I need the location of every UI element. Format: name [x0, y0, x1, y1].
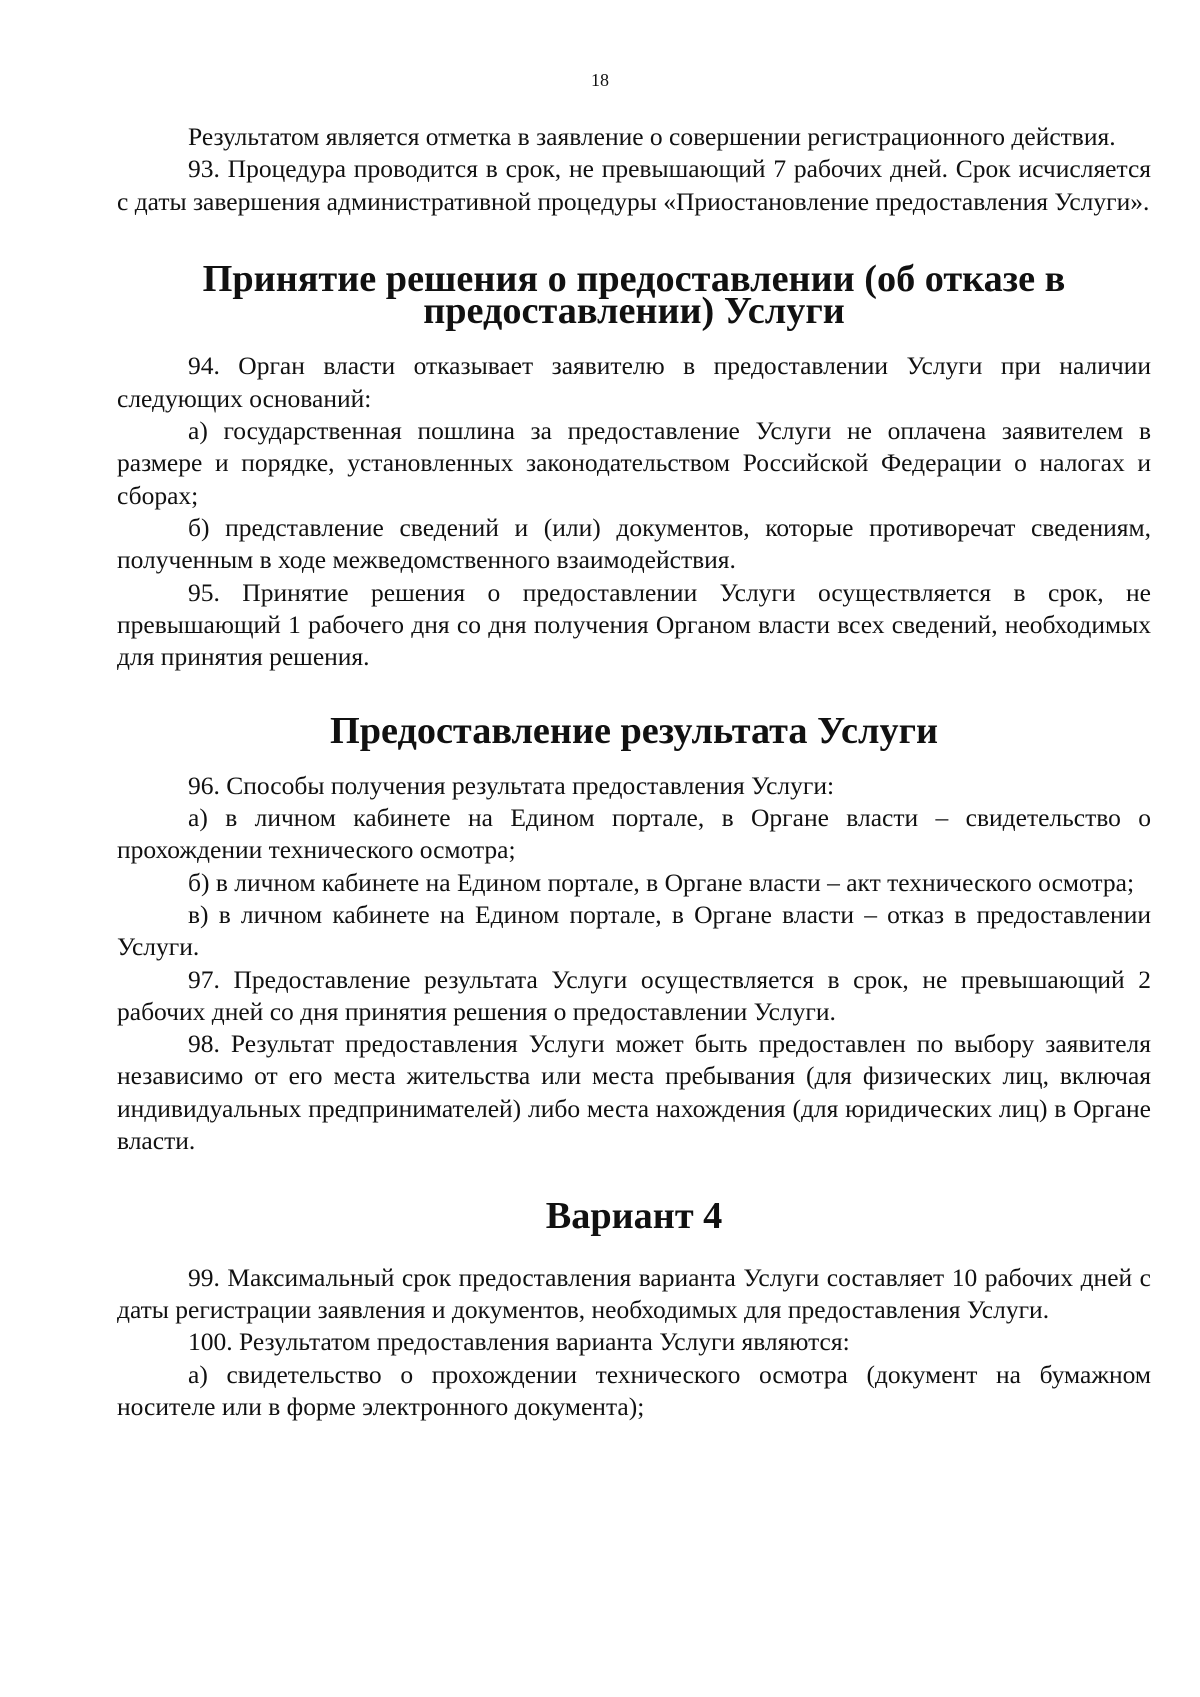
- paragraph-93: 93. Процедура проводится в срок, не превышающий 7 рабочих дней. Срок исчисляется с даты завершения административной процедуры «Приостановление предоставления Услуги».: [117, 154, 1151, 216]
- paragraph-94-a: а) государственная пошлина за предоставление Услуги не оплачена заявителем в размере и порядке, установленных законодательством Российской Федерации о налогах и сборах;: [117, 416, 1151, 510]
- paragraph-97: 97. Предоставление результата Услуги осуществляется в срок, не превышающий 2 рабочих дней со дня принятия решения о предоставлении Услуги.: [117, 964, 1151, 1026]
- section-heading-variant-4: Вариант 4: [545, 1195, 723, 1238]
- paragraph-95: 95. Принятие решения о предоставлении Услуги осуществляется в срок, не превышающий 1 рабочего дня со дня получения Органом власти всех сведений, необходимых для принятия решения.: [117, 577, 1151, 672]
- section-heading-decision: Принятие решения о предоставлении (об отказе в предоставлении) Услуги: [202, 257, 1066, 333]
- paragraph-result-registration-mark: Результатом является отметка в заявление о совершении регистрационного действия.: [188, 122, 1116, 151]
- paragraph-94-b: б) представление сведений и (или) документов, которые противоречат сведениям, полученным в ходе межведомственного взаимодействия.: [117, 512, 1151, 575]
- document-body: [117, 121, 1151, 1423]
- paragraph-98: 98. Результат предоставления Услуги может быть предоставлен по выбору заявителя независимо от его места жительства или места пребывания (для физических лиц, включая индивидуальных предпринимателей) либо места нахождения (для юридических лиц) в Органе власти.: [117, 1029, 1151, 1156]
- paragraph-99: 99. Максимальный срок предоставления варианта Услуги составляет 10 рабочих дней с даты регистрации заявления и документов, необходимых для предоставления Услуги.: [117, 1262, 1151, 1324]
- paragraph-100-a: а) свидетельство о прохождении технического осмотра (документ на бумажном носителе или в форме электронного документа);: [117, 1359, 1151, 1421]
- paragraph-94: 94. Орган власти отказывает заявителю в предоставлении Услуги при наличии следующих оснований:: [117, 351, 1151, 413]
- paragraph-100: 100. Результатом предоставления варианта Услуги являются:: [188, 1327, 850, 1357]
- page-number: 18: [591, 70, 609, 90]
- paragraph-96-b: б) в личном кабинете на Едином портале, в Органе власти – акт технического осмотра;: [188, 867, 1135, 897]
- paragraph-96-c: в) в личном кабинете на Едином портале, в Органе власти – отказ в предоставлении Услуги.: [117, 899, 1151, 962]
- paragraph-96: 96. Способы получения результата предоставления Услуги:: [188, 770, 835, 800]
- paragraph-96-a: а) в личном кабинете на Едином портале, в Органе власти – свидетельство о прохождении технического осмотра;: [117, 803, 1151, 865]
- section-heading-result-delivery: Предоставление результата Услуги: [329, 710, 938, 753]
